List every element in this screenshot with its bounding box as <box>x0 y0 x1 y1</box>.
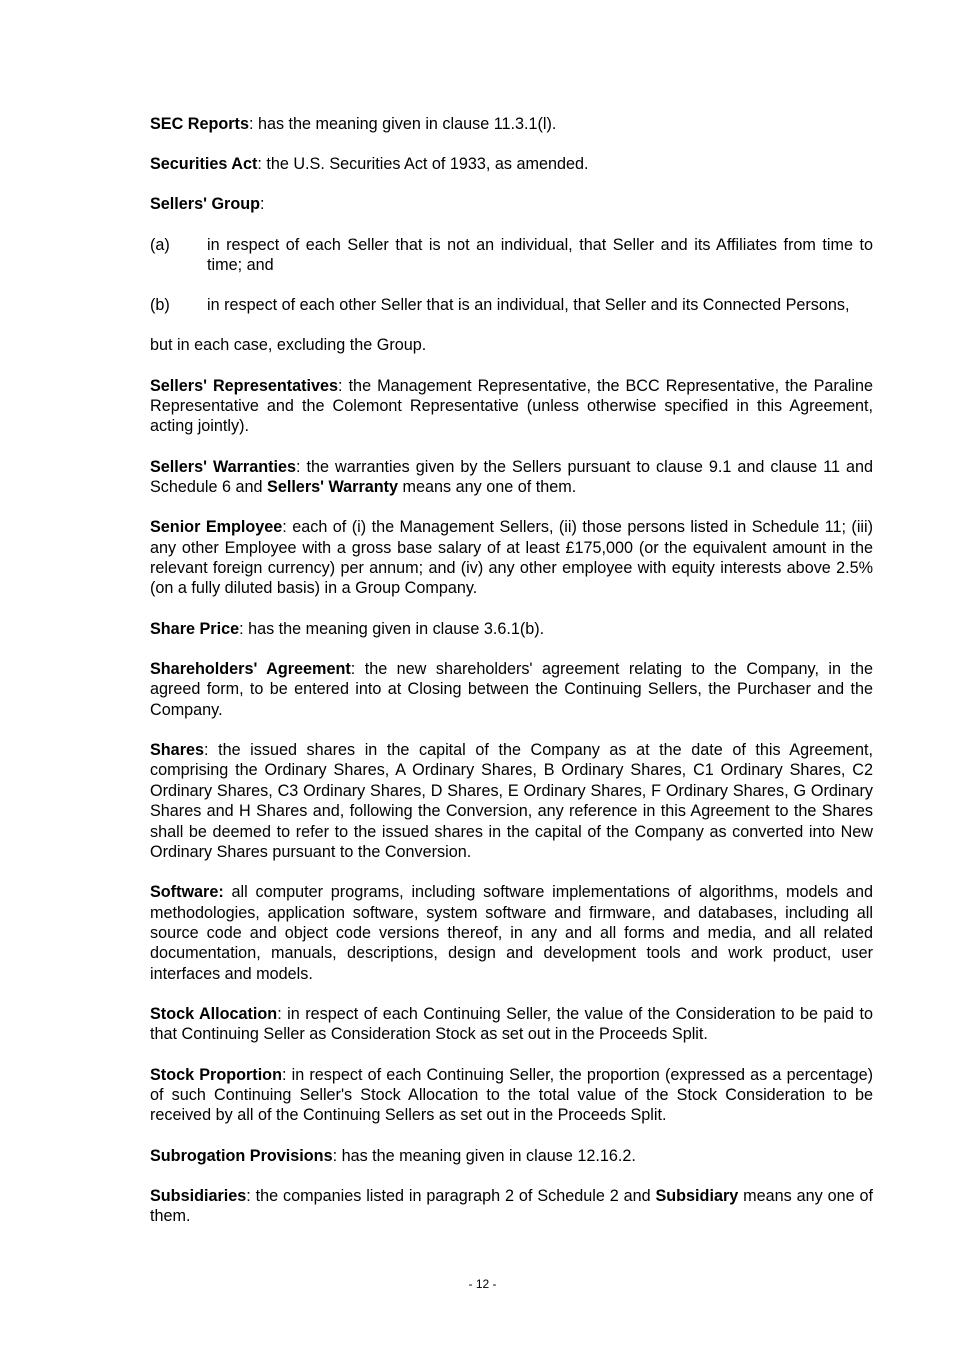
defined-term: Sellers' Warranties <box>150 457 297 476</box>
defined-term-secondary: Sellers' Warranty <box>267 478 399 497</box>
definition-stock-proportion <box>150 1065 873 1126</box>
sub-clause-a <box>150 235 873 276</box>
definition-text: : the warranties given by the Sellers pursuant to clause 9.1 and clause 11 and Schedule 6 and <box>150 457 874 497</box>
page-number: - 12 - <box>468 1277 497 1291</box>
definition-text: : in respect of each Continuing Seller, the proportion (expressed as a percentage) of such Continuing Seller's Stock Allocation to the total value of the Stock Consideration to be received by all of the Continuing Sellers as set out in the Proceeds Split. <box>150 1065 873 1125</box>
defined-term: Share Price <box>150 619 240 638</box>
defined-term: Subsidiaries <box>150 1186 247 1205</box>
definition-subrogation-provisions <box>150 1146 873 1166</box>
defined-term: SEC Reports <box>150 115 249 133</box>
defined-term: Shares <box>150 740 204 759</box>
definition-sellers-representatives <box>150 376 873 437</box>
defined-term: Stock Allocation <box>150 1004 278 1023</box>
definition-share-price <box>150 619 873 639</box>
definition-sec-reports <box>150 114 873 134</box>
defined-term-secondary: Subsidiary <box>655 1186 739 1205</box>
sub-clause-label: (b) <box>150 296 170 315</box>
defined-term: Software: <box>150 883 224 902</box>
definition-text: : the companies listed in paragraph 2 of Schedule 2 and <box>246 1186 656 1205</box>
defined-term: Sellers' Representatives <box>150 376 339 395</box>
defined-term: Stock Proportion <box>150 1065 282 1084</box>
definition-text: : the Management Representative, the BCC Representative, the Paraline Representative and the Colemont Representative (unless otherwise specified in this Agreement, acting jointly). <box>150 376 874 436</box>
definition-text: : in respect of each Continuing Seller, the value of the Consideration to be paid to that Continuing Seller as Consideration Stock as set out in the Proceeds Split. <box>150 1004 873 1044</box>
definition-shares <box>150 740 873 862</box>
defined-term: Subrogation Provisions <box>150 1146 333 1165</box>
sub-clause-b <box>150 295 873 315</box>
sub-clause-text: in respect of each Seller that is not an individual, that Seller and its Affiliates from time to time; and <box>207 235 873 275</box>
definition-text: : has the meaning given in clause 3.6.1(b). <box>239 619 545 638</box>
document-page <box>150 114 873 1246</box>
sellers-group-trailer: but in each case, excluding the Group. <box>150 336 427 355</box>
definition-shareholders-agreement <box>150 659 873 720</box>
definition-text: : <box>260 195 265 214</box>
definition-text: : the U.S. Securities Act of 1933, as amended. <box>257 155 589 174</box>
definition-text: : has the meaning given in clause 12.16.2. <box>332 1146 636 1165</box>
definition-text: all computer programs, including software implementations of algorithms, models and methodologies, application software, system software and firmware, and databases, including all source code and object code versions thereof, in any and all forms and media, and all related documentation, manuals, descriptions, design and development tools and work product, user interfaces and models. <box>150 883 873 983</box>
definition-senior-employee <box>150 517 873 599</box>
definition-text-secondary: means any one of them. <box>398 478 577 497</box>
definition-text: : the new shareholders' agreement relating to the Company, in the agreed form, to be entered into at Closing between the Continuing Sellers, the Purchaser and the Company. <box>150 659 873 719</box>
definition-text: : has the meaning given in clause 11.3.1(l). <box>248 115 557 133</box>
definition-sellers-warranties <box>150 457 873 498</box>
definition-subsidiaries <box>150 1186 873 1227</box>
definition-software <box>150 882 873 984</box>
defined-term: Sellers' Group <box>150 195 261 214</box>
sub-clause-label: (a) <box>150 235 170 254</box>
sub-clause-text: in respect of each other Seller that is an individual, that Seller and its Connected Persons, <box>207 296 850 315</box>
definition-text: : each of (i) the Management Sellers, (ii) those persons listed in Schedule 11; (iii) any other Employee with a gross base salary of at least £175,000 (or the equivalent amount in the relevant foreign currency) per annum; and (iv) any other employee with equity interests above 2.5% (on a fully diluted basis) in a Group Company. <box>150 518 873 598</box>
definition-sellers-group <box>150 194 873 214</box>
defined-term: Senior Employee <box>150 518 283 537</box>
defined-term: Shareholders' Agreement <box>150 659 351 678</box>
defined-term: Securities Act <box>150 155 258 174</box>
definition-securities-act <box>150 154 873 174</box>
definition-text-secondary: means any one of them. <box>150 1186 873 1226</box>
definition-stock-allocation <box>150 1004 873 1045</box>
definition-text: : the issued shares in the capital of the Company as at the date of this Agreement, comprising the Ordinary Shares, A Ordinary Shares, B Ordinary Shares, C1 Ordinary Shares, C2 Ordinary Shares, C3 Ordinary Shares, D Shares, E Ordinary Shares, F Ordinary Shares, G Ordinary Shares and H Shares and, following the Conversion, any reference in this Agreement to the Shares shall be deemed to refer to the issued shares in the capital of the Company as converted into New Ordinary Shares pursuant to the Conversion. <box>150 740 873 861</box>
